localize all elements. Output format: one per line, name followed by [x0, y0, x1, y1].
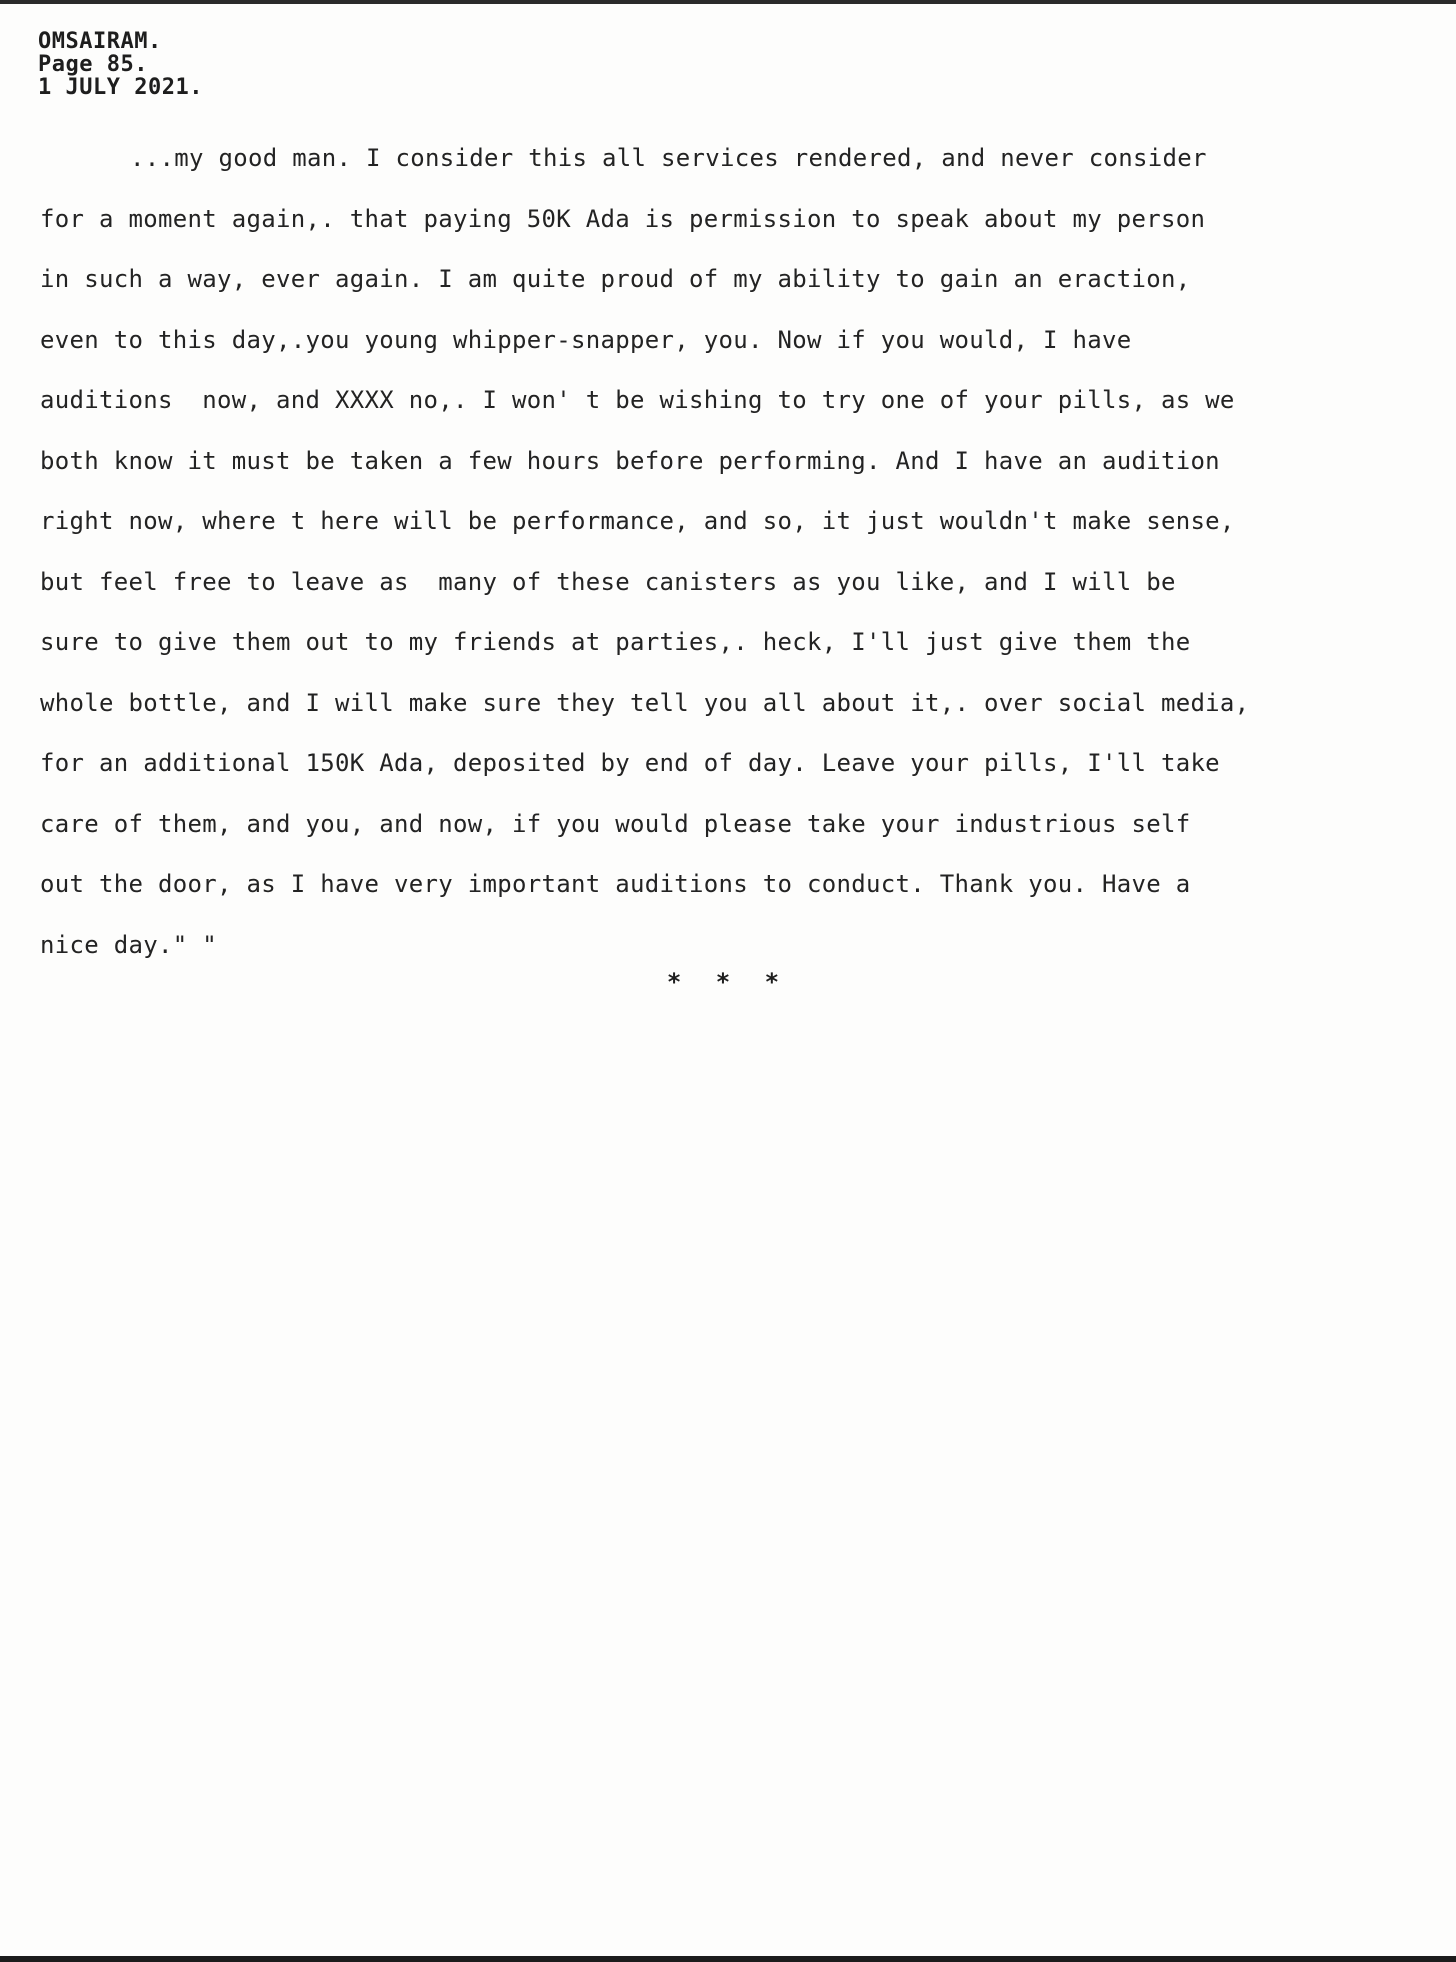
text-line: in such a way, ever again. I am quite proud of my ability to gain an eraction,: [40, 265, 1191, 293]
text-line: for an additional 150K Ada, deposited by end of day. Leave your pills, I'll take: [40, 749, 1220, 777]
text-line: ...my good man. I consider this all services rendered, and never consider: [130, 144, 1207, 172]
text-line: care of them, and you, and now, if you would please take your industrious self: [40, 809, 1191, 838]
text-line: even to this day,.you young whipper-snapper, you. Now if you would, I have: [40, 325, 1132, 354]
section-separator: * * *: [666, 968, 790, 996]
text-line: for a moment again,. that paying 50K Ada is permission to speak about my person: [40, 204, 1206, 233]
scan-edge-top: [0, 0, 1456, 4]
text-line: out the door, as I have very important auditions to conduct. Thank you. Have a: [40, 870, 1191, 898]
text-line: sure to give them out to my friends at parties,. heck, I'll just give them the: [40, 628, 1191, 656]
header-page-number: Page 85.: [38, 52, 148, 77]
text-line: both know it must be taken a few hours before performing. And I have an audition: [40, 446, 1220, 475]
text-line: right now, where t here will be performance, and so, it just wouldn't make sense,: [40, 507, 1235, 535]
page-header: [38, 30, 203, 99]
text-line: whole bottle, and I will make sure they tell you all about it,. over social media,: [40, 688, 1250, 717]
body-text: [40, 128, 1410, 975]
header-date: 1 JULY 2021.: [38, 75, 203, 100]
header-title: OMSAIRAM.: [38, 29, 162, 54]
text-line: but feel free to leave as many of these canisters as you like, and I will be: [40, 567, 1176, 596]
text-line: auditions now, and XXXX no,. I won' t be wishing to try one of your pills, as we: [40, 386, 1235, 414]
scan-edge-bottom: [0, 1956, 1456, 1962]
text-line: nice day." ": [40, 930, 217, 959]
